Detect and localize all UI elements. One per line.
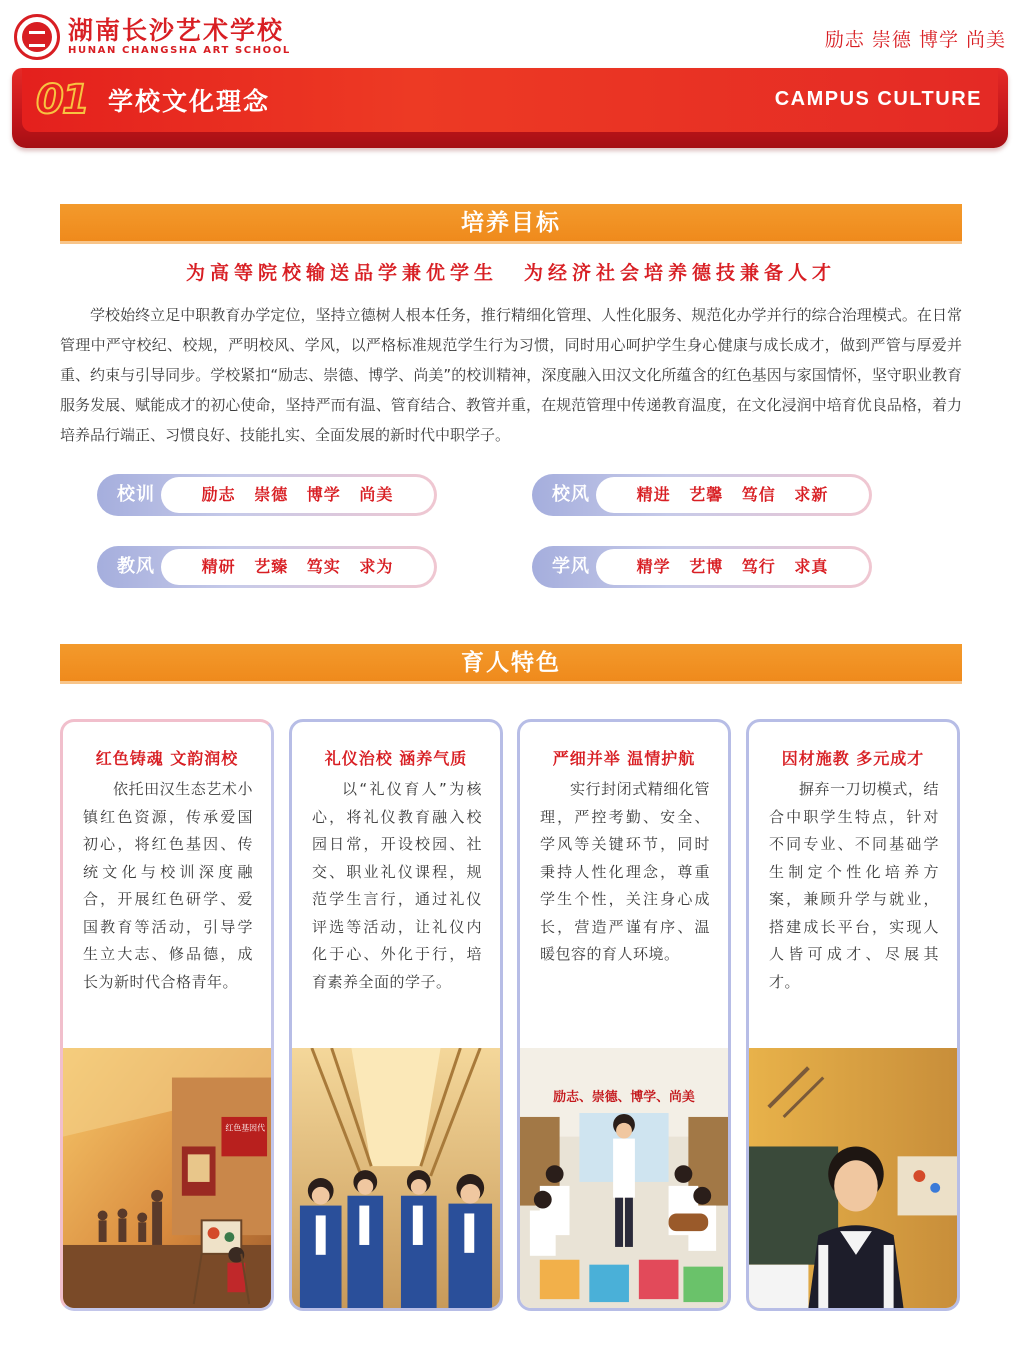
pill-value: 精研 艺臻 笃实 求为 (201, 557, 394, 576)
pill-school-motto (97, 474, 437, 516)
pill-label: 学风 (552, 556, 590, 577)
features-heading: 育人特色 (461, 650, 561, 676)
pill-study-style (532, 546, 872, 588)
card-title: 因材施教 多元成才 (781, 749, 925, 768)
goals-heading-bar (60, 204, 962, 244)
classroom-banner-text: 励志、崇德、博学、尚美 (553, 1090, 695, 1106)
red-culture-photo (63, 1048, 271, 1308)
board-caption: 红色基因代 (225, 1123, 266, 1133)
card-title: 严细并举 温情护航 (552, 749, 696, 768)
card-body: 实行封闭式精细化管理，严控考勤、安全、学风等关键环节，同时秉持人性化理念，尊重学生个性，关注身心成长，营造严谨有序、温暖包容的育人环境。 (540, 780, 710, 963)
pill-value: 精进 艺馨 笃信 求新 (636, 485, 829, 504)
pill-value: 精学 艺博 笃行 求真 (636, 557, 829, 576)
card-title: 红色铸魂 文韵润校 (95, 749, 239, 768)
banner-title: 学校文化理念 (108, 87, 271, 116)
pill-label: 校风 (552, 484, 590, 505)
feature-card-etiquette (289, 719, 503, 1311)
card-body: 依托田汉生态艺术小镇红色资源，传承爱国初心，将红色基因、传统文化与校训深度融合，开展红色研学、爱国教育等活动，引导学生立大志、修品德，成长为新时代合格青年。 (83, 780, 253, 991)
pill-label: 教风 (117, 556, 155, 577)
personalized-photo (749, 1048, 957, 1308)
goals-heading: 培养目标 (461, 210, 561, 236)
header-motto: 励志 崇德 博学 尚美 (824, 29, 1006, 51)
card-body: 以“礼仪育人”为核心，将礼仪教育融入校园日常，开设校园、社交、职业礼仪课程，规范学生言行，通过礼仪评选等活动，让礼仪内化于心、外化于行，培育素养全面的学子。 (312, 780, 482, 991)
school-name-cn: 湖南长沙艺术学校 (68, 16, 285, 45)
card-body: 摒弃一刀切模式，结合中职学生特点，针对不同专业、不同基础学生制定个性化培养方案，兼顾升学与就业，搭建成长平台，实现人人皆可成才、尽展其才。 (769, 780, 939, 991)
pill-school-spirit (532, 474, 872, 516)
feature-card-personalized (746, 719, 960, 1311)
features-heading-bar (60, 644, 962, 684)
management-photo (520, 1048, 728, 1308)
goals-slogan (60, 258, 962, 285)
school-seal-icon (14, 14, 60, 60)
goals-intro: 学校始终立足中职教育办学定位，坚持立德树人根本任务，推行精细化管理、人性化服务、规范化办学并行的综合治理模式。在日常管理中严守校纪、校规，严明校风、学风，以严格标准规范学生行为习惯，同时用心呵护学生身心健康与成长成才，做到严管与厚爱并重、约束与引导同步。学校紧扣“励志、崇德、博学、尚美”的校训精神，深度融入田汉文化所蕴含的红色基因与家国情怀，坚守职业教育服务发展、赋能成才的初心使命，坚持严而有温、管育结合、教管并重，在规范管理中传递教育温度，在文化浸润中培育优良品格，着力培养品行端正、习惯良好、技能扎实、全面发展的新时代中职学子。 (60, 306, 962, 444)
card-title: 礼仪治校 涵养气质 (324, 749, 468, 768)
etiquette-photo (292, 1048, 500, 1308)
section-banner (12, 68, 1008, 148)
feature-card-management (517, 719, 731, 1311)
page-header (0, 0, 1020, 68)
pill-label: 校训 (117, 484, 155, 505)
banner-title-en: CAMPUS CULTURE (774, 88, 982, 110)
feature-card-red-culture (60, 719, 274, 1311)
school-logo (14, 14, 291, 60)
pill-value: 励志 崇德 博学 尚美 (201, 485, 394, 504)
school-name-en: HUNAN CHANGSHA ART SCHOOL (68, 45, 291, 56)
pill-teaching-style (97, 546, 437, 588)
goals-slogan-right: 为经济社会培养德技兼备人才 (524, 262, 837, 284)
goals-slogan-left: 为高等院校输送品学兼优学生 (185, 262, 498, 284)
banner-number: 01 (36, 77, 88, 123)
